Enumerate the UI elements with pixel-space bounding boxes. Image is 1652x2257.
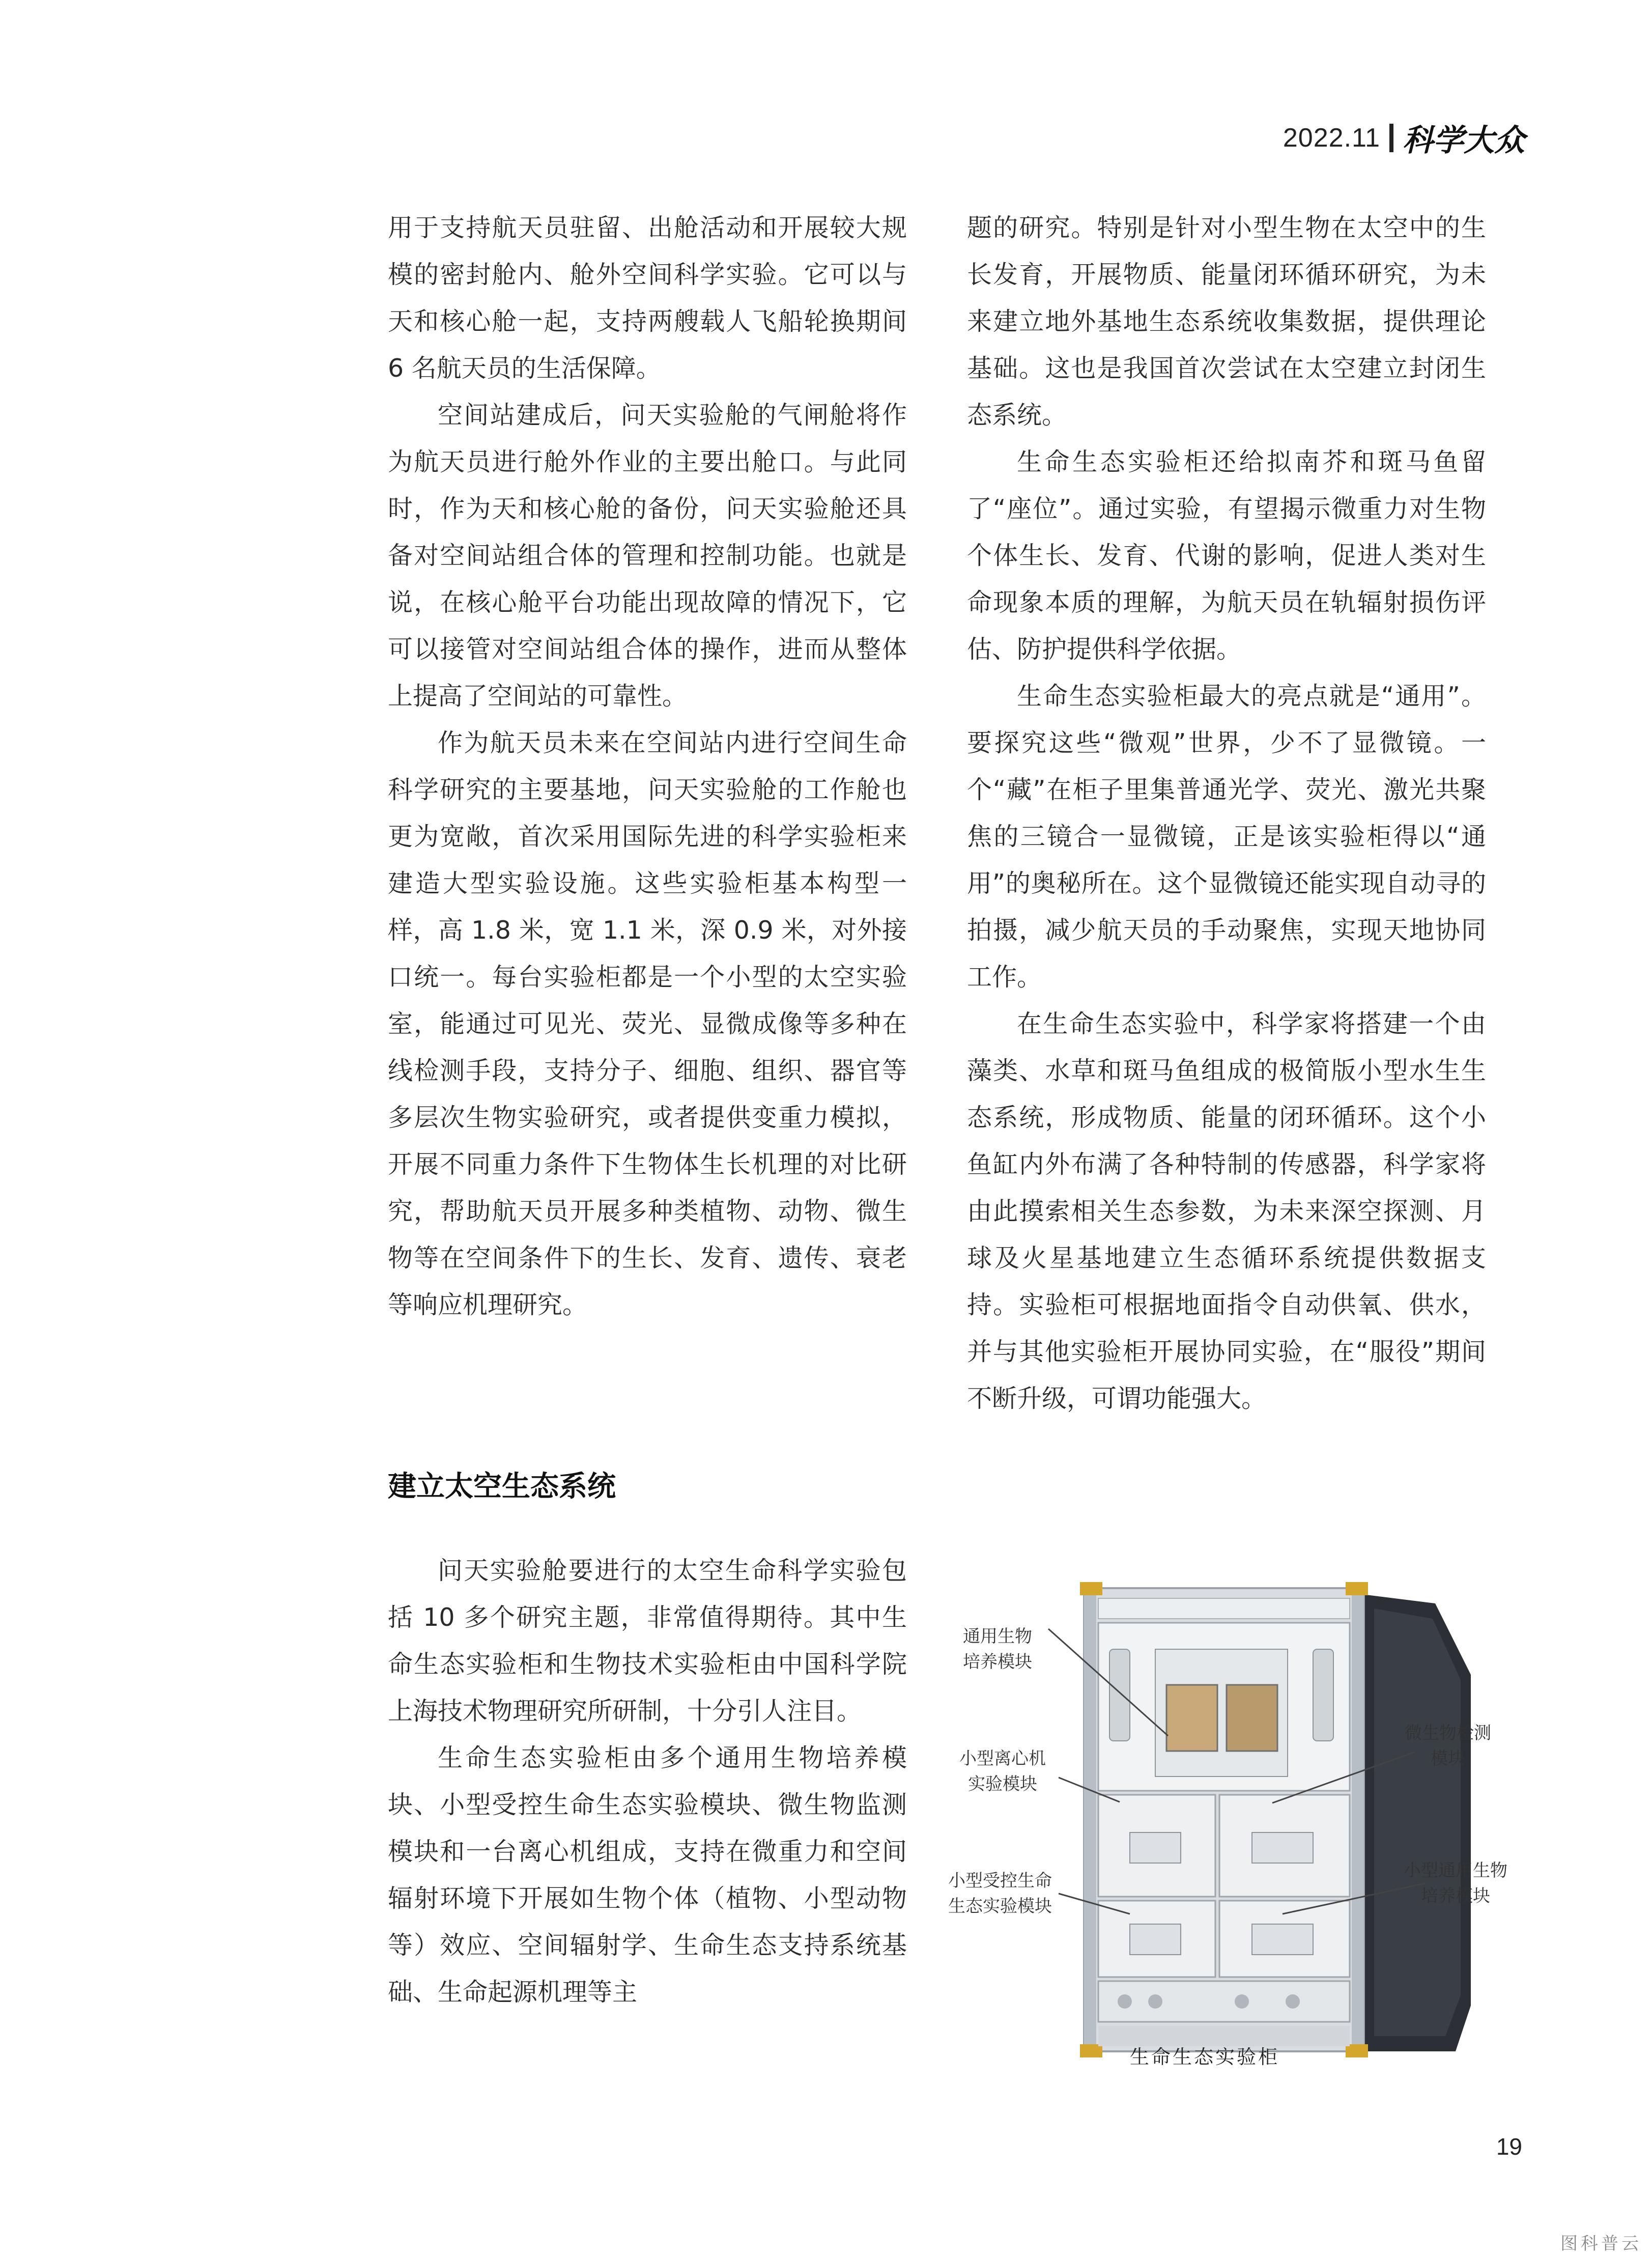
- magazine-logo: 科学大众: [1403, 123, 1525, 158]
- label-small-general-culture-module: 小型通用生物 培养模块: [1404, 1860, 1507, 1906]
- paragraph: 用于支持航天员驻留、出舱活动和开展较大规模的密封舱内、舱外空间科学实验。它可以与天和核心舱一起，支持两艘载人飞船轮换期间 6 名航天员的生活保障。: [388, 213, 907, 383]
- paragraph: 空间站建成后，问天实验舱的气闸舱将作为航天员进行舱外作业的主要出舱口。与此同时，作为天和核心舱的备份，问天实验舱还具备对空间站组合体的管理和控制功能。也就是说，在核心舱平台功能出现故障的情况下，它可以接管对空间站组合体的操作，进而从整体上提高了空间站的可靠性。: [388, 401, 907, 711]
- paragraph: 题的研究。特别是针对小型生物在太空中的生长发育，开展物质、能量闭环循环研究，为未来建立地外基地生态系统收集数据，提供理论基础。这也是我国首次尝试在太空建立封闭生态系统。: [967, 213, 1486, 430]
- label-general-culture-module: 通用生物 培养模块: [963, 1626, 1032, 1672]
- lab-cabinet-figure: [936, 1547, 1537, 2107]
- section-title: 建立太空生态系统: [388, 1470, 616, 1503]
- label-controlled-eco-module: 小型受控生命 生态实验模块: [948, 1871, 1052, 1916]
- page-header: [1283, 116, 1525, 160]
- paragraph: 在生命生态实验中，科学家将搭建一个由藻类、水草和斑马鱼组成的极简版小型水生生态系统，形成物质、能量的闭环循环。这个小鱼缸内外布满了各种特制的传感器，科学家将由此摸索相关生态参数，为未来深空探测、月球及火星基地建立生态循环系统提供数据支持。实验柜可根据地面指令自动供氧、供水，并与其他实验柜开展协同实验，在“服役”期间不断升级，可谓功能强大。: [967, 1009, 1486, 1413]
- left-column: [388, 205, 907, 1329]
- left-column-lower: [388, 1547, 907, 2016]
- paragraph: 生命生态实验柜还给拟南芥和斑马鱼留了“座位”。通过实验，有望揭示微重力对生物个体生长、发育、代谢的影响，促进人类对生命现象本质的理解，为航天员在轨辐射损伤评估、防护提供科学依据。: [967, 447, 1486, 664]
- figure-caption: 生命生态实验柜: [1130, 2046, 1280, 2068]
- page-number: 19: [1496, 2133, 1522, 2160]
- header-separator: [1389, 124, 1393, 152]
- issue-date: 2022.11: [1283, 123, 1380, 153]
- label-centrifuge-module: 小型离心机 实验模块: [959, 1748, 1046, 1794]
- right-column: [967, 205, 1486, 1422]
- label-microbe-detection-module: 微生物检测 模块: [1405, 1723, 1491, 1769]
- paragraph: 生命生态实验柜由多个通用生物培养模块、小型受控生命生态实验模块、微生物监测模块和一台离心机组成，支持在微重力和空间辐射环境下开展如生物个体（植物、小型动物等）效应、空间辐射学、生命生态支持系统基础、生命起源机理等主: [388, 1743, 907, 2007]
- paragraph: 生命生态实验柜最大的亮点就是“通用”。要探究这些“微观”世界，少不了显微镜。一个“藏”在柜子里集普通光学、荧光、激光共聚焦的三镜合一显微镜，正是该实验柜得以“通用”的奥秘所在。这个显微镜还能实现自动寻的拍摄，减少航天员的手动聚焦，实现天地协同工作。: [967, 682, 1486, 992]
- paragraph: 问天实验舱要进行的太空生命科学实验包括 10 多个研究主题，非常值得期待。其中生命生态实验柜和生物技术实验柜由中国科学院上海技术物理研究所研制，十分引人注目。: [388, 1556, 907, 1726]
- watermark: 图科普云: [1560, 2234, 1642, 2254]
- paragraph: 作为航天员未来在空间站内进行空间生命科学研究的主要基地，问天实验舱的工作舱也更为宽敞，首次采用国际先进的科学实验柜来建造大型实验设施。这些实验柜基本构型一样，高 1.8 米，宽 1.1 米，深 0.9 米，对外接口统一。每台实验柜都是一个小型的太空实验室，能通过可见光、荧光、显微成像等多种在线检测手段，支持分子、细胞、组织、器官等多层次生物实验研究，或者提供变重力模拟，开展不同重力条件下生物体生长机理的对比研究，帮助航天员开展多种类植物、动物、微生物等在空间条件下的生长、发育、遗传、衰老等响应机理研究。: [388, 728, 907, 1319]
